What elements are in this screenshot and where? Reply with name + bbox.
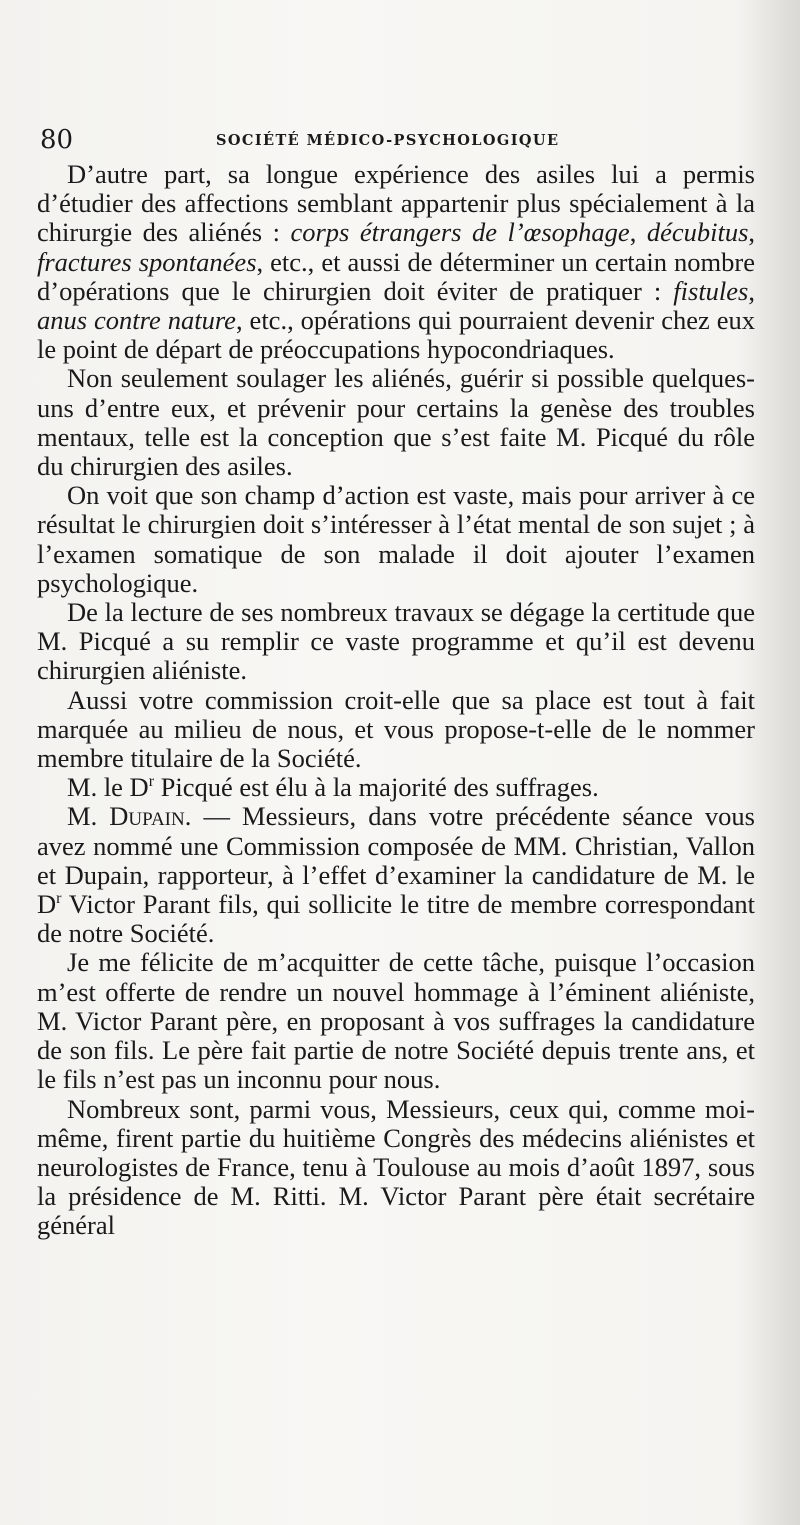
text-run: Aussi votre commission croit-elle que sa place est tout à fait marquée au milieu de nous, et vous propose-t-elle de le nommer membre titulaire de la Société. [37,684,755,774]
paragraph [37,364,755,481]
text-run: D’autre part, sa longue expérience des asiles lui a permis d’étudier des affections semblant appartenir plus spécialement à la chirurgie des aliénés : [37,159,755,248]
paragraph [37,598,755,686]
paragraph [37,686,755,774]
text-run: Nombreux sont, parmi vous, Messieurs, ceux qui, comme moi-même, firent partie du huitième Congrès des médecins aliénistes et neurologistes de France, tenu à Toulouse au mois d’août 1897, sous la présidence de M. Ritti. M. Victor Parant père était secrétaire général [37,1093,755,1241]
text-run: , [748,275,755,306]
text-run: Victor Parant fils, qui sollicite le titre de membre correspondant de notre Société. [37,889,755,949]
italic-text: décubitus [646,217,749,248]
paragraph [37,948,755,1094]
text-run: . — Messieurs, dans votre précédente séance vous avez nommé une Commission composée de MM. Christian, Vallon et Dupain, rapporteur, à l’effet d’examiner la candidature de M. le D [37,801,755,920]
paragraph [37,773,755,802]
italic-text: fistules [673,275,749,306]
text-run: , [748,217,756,248]
text-run: M. [67,801,110,832]
text-run: De la lecture de ses nombreux travaux se dégage la certitude que M. Picqué a su remplir ce vaste programme et qu’il est devenu chirurgien aliéniste. [37,597,755,686]
page-header [40,126,760,154]
paragraph [37,1095,755,1241]
body-text [37,160,755,1241]
paragraph [37,481,755,598]
text-run: Picqué est élu à la majorité des suffrages. [154,772,599,803]
text-run: , [629,217,647,248]
text-run: , etc., opérations qui pourraient devenir chez eux le point de départ de préoccupations hypocondriaques. [37,305,755,365]
text-run: , etc., et aussi de déterminer un certain nombre d’opérations que le chirurgien doit éviter de pratiquer : [37,246,755,306]
italic-text: corps étrangers de l’œsophage [290,217,630,248]
small-caps-name: Dupain [109,801,185,832]
text-run: Non seulement soulager les aliénés, guérir si possible quelques-uns d’entre eux, et prévenir pour certains la genèse des troubles mentaux, telle est la conception que s’est faite M. Picqué du rôle du chirurgien des asiles. [37,363,755,482]
text-run: On voit que son champ d’action est vaste, mais pour arriver à ce résultat le chirurgien doit s’intéresser à l’état mental de son sujet ; à l’examen somatique de son malade il doit ajouter l’examen psychologique. [37,480,755,598]
paragraph [37,802,755,948]
page-number: 80 [40,125,74,155]
text-run: M. le D [67,772,149,803]
paragraph [37,160,755,364]
running-title: SOCIÉTÉ MÉDICO-PSYCHOLOGIQUE [216,132,560,149]
superscript-text: r [56,890,62,908]
italic-text: fractures spontanées [37,246,257,277]
text-run: Je me félicite de m’acquitter de cette tâche, puisque l’occasion m’est offerte de rendre un nouvel hommage à l’éminent aliéniste, M. Victor Parant père, en proposant à vos suffrages la candidature de son fils. Le père fait partie de notre Société depuis trente ans, et le fils n’est pas un inconnu pour nous. [37,947,755,1095]
superscript-text: r [148,773,154,791]
italic-text: anus contre nature [37,305,236,336]
